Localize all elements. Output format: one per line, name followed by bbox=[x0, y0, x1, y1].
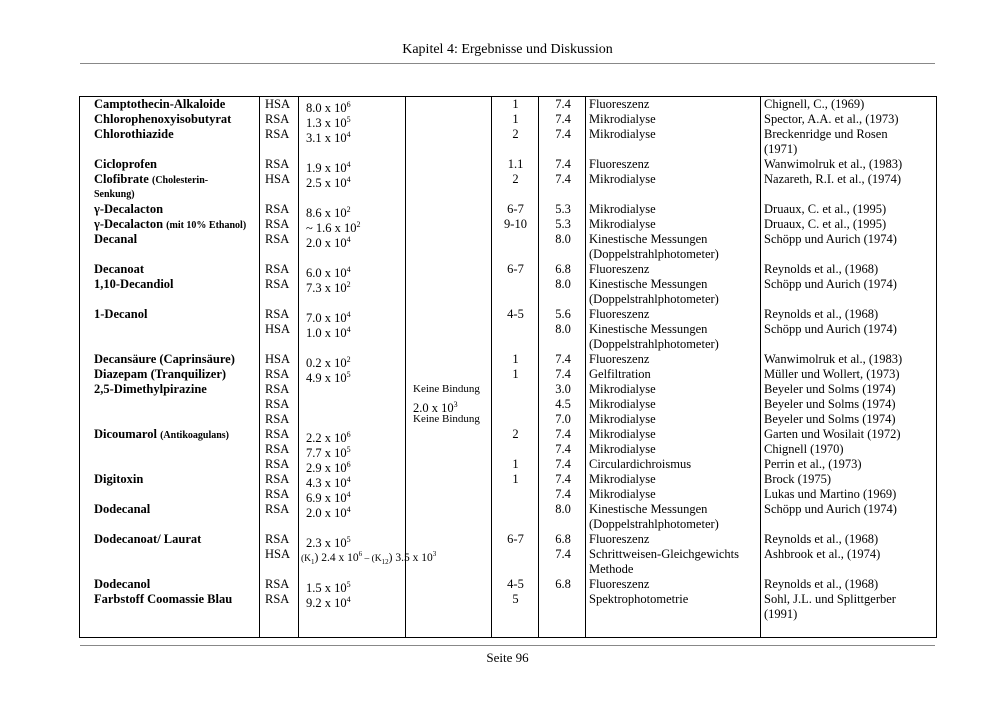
substance-name: Dodecanol bbox=[94, 577, 151, 591]
binding-sites-cell: 4-5 bbox=[507, 307, 524, 321]
ph-cell: 5.3 bbox=[555, 217, 571, 231]
table-row bbox=[80, 352, 936, 371]
method-cell: (Doppelstrahlphotometer) bbox=[589, 337, 719, 351]
method-cell: Mikrodialyse bbox=[589, 397, 656, 411]
binding-constant-cell: 1.9 x $10^4$ bbox=[306, 160, 351, 176]
substance-name: Cicloprofen bbox=[94, 157, 157, 171]
ph-cell: 7.4 bbox=[555, 472, 571, 486]
binding-sites-cell: 5 bbox=[512, 592, 519, 606]
protein-cell: RSA bbox=[265, 277, 290, 291]
table-row bbox=[80, 322, 936, 341]
method-cell: Mikrodialyse bbox=[589, 442, 656, 456]
method-cell: Mikrodialyse bbox=[589, 487, 656, 501]
method-cell: (Doppelstrahlphotometer) bbox=[589, 517, 719, 531]
reference-cell: Wanwimolruk et al., (1983) bbox=[764, 157, 903, 171]
table-row bbox=[80, 427, 936, 446]
ph-cell: 7.4 bbox=[555, 427, 571, 441]
method-cell: Schrittweisen-Gleichgewichts bbox=[589, 547, 739, 561]
reference-cell: Beyeler und Solms (1974) bbox=[764, 382, 896, 396]
binding-constant-cell: 1.3 x $10^5$ bbox=[306, 115, 351, 131]
method-cell: Fluoreszenz bbox=[589, 577, 650, 591]
ph-cell: 6.8 bbox=[555, 262, 571, 276]
method-cell: Fluoreszenz bbox=[589, 97, 650, 111]
binding-sites-cell: 9-10 bbox=[504, 217, 527, 231]
substance-name: Decanoat bbox=[94, 262, 144, 276]
substance-name: Camptothecin-Alkaloide bbox=[94, 97, 226, 111]
binding-constant-cell: 6.0 x $10^4$ bbox=[306, 265, 351, 281]
protein-cell: RSA bbox=[265, 307, 290, 321]
ph-cell: 8.0 bbox=[555, 502, 571, 516]
reference-cell: Garten und Wosilait (1972) bbox=[764, 427, 901, 441]
method-cell: Mikrodialyse bbox=[589, 112, 656, 126]
reference-cell: Schöpp und Aurich (1974) bbox=[764, 502, 897, 516]
protein-cell: RSA bbox=[265, 382, 290, 396]
reference-cell: Breckenridge und Rosen bbox=[764, 127, 888, 141]
ph-cell: 7.4 bbox=[555, 97, 571, 111]
protein-cell: RSA bbox=[265, 577, 290, 591]
binding-constant-cell: 2.9 x $10^6$ bbox=[306, 460, 351, 476]
protein-cell: HSA bbox=[265, 97, 291, 111]
reference-cell: Reynolds et al., (1968) bbox=[764, 262, 879, 276]
method-cell: Mikrodialyse bbox=[589, 382, 656, 396]
reference-cell: Druaux, C. et al., (1995) bbox=[764, 202, 887, 216]
ph-cell: 7.4 bbox=[555, 157, 571, 171]
substance-name: Chlorophenoxyisobutyrat bbox=[94, 112, 232, 126]
protein-cell: RSA bbox=[265, 412, 290, 426]
substance-note: Senkung) bbox=[94, 189, 135, 200]
substance-name: 2,5-Dimethylpirazine bbox=[94, 382, 207, 396]
substance-name: Clofibrate (Cholesterin- bbox=[94, 172, 209, 186]
reference-cell: Sohl, J.L. und Splittgerber bbox=[764, 592, 896, 606]
method-cell: Circulardichroismus bbox=[589, 457, 692, 471]
table-row bbox=[80, 202, 936, 221]
substance-name: 1-Decanol bbox=[94, 307, 148, 321]
table-row bbox=[80, 112, 936, 131]
binding-constant-cell: 2.2 x $10^6$ bbox=[306, 430, 351, 446]
table-row bbox=[80, 502, 936, 521]
table-row bbox=[80, 442, 936, 461]
reference-cell: Chignell, C., (1969) bbox=[764, 97, 865, 111]
second-constant-cell: Keine Bindung bbox=[413, 383, 480, 395]
binding-constant-cell: 2.3 x $10^5$ bbox=[306, 535, 351, 551]
method-cell: Mikrodialyse bbox=[589, 472, 656, 486]
reference-cell: Wanwimolruk et al., (1983) bbox=[764, 352, 903, 366]
binding-constant-cell: 1.5 x $10^5$ bbox=[306, 580, 351, 596]
reference-cell: Schöpp und Aurich (1974) bbox=[764, 232, 897, 246]
method-cell: Mikrodialyse bbox=[589, 127, 656, 141]
binding-constant-cell: 7.3 x $10^2$ bbox=[306, 280, 351, 296]
binding-sites-cell: 1 bbox=[512, 457, 519, 471]
ph-cell: 7.4 bbox=[555, 127, 571, 141]
method-cell: Kinestische Messungen bbox=[589, 277, 708, 291]
binding-constant-cell: 0.2 x $10^2$ bbox=[306, 355, 351, 371]
binding-sites-cell: 4-5 bbox=[507, 577, 524, 591]
table-row bbox=[80, 397, 936, 416]
table-row bbox=[80, 292, 936, 307]
binding-sites-cell: 1 bbox=[512, 352, 519, 366]
substance-name: Farbstoff Coomassie Blau bbox=[94, 592, 233, 606]
table-row bbox=[80, 262, 936, 281]
method-cell: Mikrodialyse bbox=[589, 202, 656, 216]
reference-cell: Druaux, C. et al., (1995) bbox=[764, 217, 887, 231]
ph-cell: 7.4 bbox=[555, 487, 571, 501]
protein-cell: RSA bbox=[265, 157, 290, 171]
protein-cell: HSA bbox=[265, 352, 291, 366]
method-cell: Mikrodialyse bbox=[589, 412, 656, 426]
ph-cell: 7.4 bbox=[555, 352, 571, 366]
method-cell: (Doppelstrahlphotometer) bbox=[589, 247, 719, 261]
method-cell: Methode bbox=[589, 562, 634, 576]
table-row bbox=[80, 487, 936, 506]
reference-cell: Müller und Wollert, (1973) bbox=[764, 367, 900, 381]
method-cell: Mikrodialyse bbox=[589, 427, 656, 441]
table-row bbox=[80, 472, 936, 491]
protein-cell: RSA bbox=[265, 487, 290, 501]
table-row bbox=[80, 97, 936, 116]
table-row bbox=[80, 367, 936, 386]
protein-cell: RSA bbox=[265, 442, 290, 456]
binding-sites-cell: 2 bbox=[512, 127, 519, 141]
binding-sites-cell: 6-7 bbox=[507, 262, 524, 276]
method-cell: Mikrodialyse bbox=[589, 217, 656, 231]
protein-cell: HSA bbox=[265, 547, 291, 561]
protein-cell: RSA bbox=[265, 592, 290, 606]
protein-cell: RSA bbox=[265, 367, 290, 381]
protein-cell: HSA bbox=[265, 172, 291, 186]
table-row bbox=[80, 532, 936, 551]
method-cell: (Doppelstrahlphotometer) bbox=[589, 292, 719, 306]
binding-sites-cell: 1.1 bbox=[507, 157, 524, 171]
reference-cell: Brock (1975) bbox=[764, 472, 831, 486]
method-cell: Fluoreszenz bbox=[589, 532, 650, 546]
reference-cell: (1971) bbox=[764, 142, 798, 156]
protein-cell: RSA bbox=[265, 232, 290, 246]
ph-cell: 7.4 bbox=[555, 457, 571, 471]
reference-cell: Ashbrook et al., (1974) bbox=[764, 547, 881, 561]
table-row bbox=[80, 277, 936, 296]
binding-constant-cell: 2.0 x $10^4$ bbox=[306, 235, 351, 251]
table-row bbox=[80, 142, 936, 157]
reference-cell: Beyeler und Solms (1974) bbox=[764, 397, 896, 411]
substance-name: Dodecanal bbox=[94, 502, 151, 516]
binding-sites-cell: 1 bbox=[512, 367, 519, 381]
reference-cell: Schöpp und Aurich (1974) bbox=[764, 322, 897, 336]
protein-cell: HSA bbox=[265, 322, 291, 336]
table-row bbox=[80, 412, 936, 427]
method-cell: Mikrodialyse bbox=[589, 172, 656, 186]
substance-name: γ-Decalacton bbox=[94, 202, 164, 216]
reference-cell: Spector, A.A. et al., (1973) bbox=[764, 112, 899, 126]
substance-name: 1,10-Decandiol bbox=[94, 277, 174, 291]
protein-cell: RSA bbox=[265, 502, 290, 516]
binding-constant-cell: 7.7 x $10^5$ bbox=[306, 445, 351, 461]
method-cell: Fluoreszenz bbox=[589, 157, 650, 171]
ph-cell: 7.4 bbox=[555, 172, 571, 186]
binding-constant-cell: 2.0 x $10^4$ bbox=[306, 505, 351, 521]
reference-cell: Perrin et al., (1973) bbox=[764, 457, 862, 471]
binding-sites-cell: 6-7 bbox=[507, 532, 524, 546]
protein-cell: RSA bbox=[265, 127, 290, 141]
ph-cell: 5.6 bbox=[555, 307, 571, 321]
reference-cell: Chignell (1970) bbox=[764, 442, 844, 456]
method-cell: Spektrophotometrie bbox=[589, 592, 689, 606]
substance-name: Decanal bbox=[94, 232, 138, 246]
ph-cell: 8.0 bbox=[555, 232, 571, 246]
binding-constant-cell: 7.0 x $10^4$ bbox=[306, 310, 351, 326]
protein-cell: RSA bbox=[265, 457, 290, 471]
binding-constant-cell: 6.9 x $10^4$ bbox=[306, 490, 351, 506]
substance-name: Dodecanoat/ Laurat bbox=[94, 532, 202, 546]
substance-name: γ-Decalacton (mit 10% Ethanol) bbox=[94, 217, 247, 231]
ph-cell: 3.0 bbox=[555, 382, 571, 396]
protein-cell: RSA bbox=[265, 427, 290, 441]
binding-sites-cell: 1 bbox=[512, 112, 519, 126]
protein-cell: RSA bbox=[265, 262, 290, 276]
binding-constant-cell: 8.6 x $10^2$ bbox=[306, 205, 351, 221]
binding-constant-cell: 1.0 x $10^4$ bbox=[306, 325, 351, 341]
binding-constant-cell: ~ 1.6 x $10^2$ bbox=[306, 220, 361, 236]
ph-cell: 4.5 bbox=[555, 397, 571, 411]
substance-name: Decansäure (Caprinsäure) bbox=[94, 352, 235, 366]
ph-cell: 7.4 bbox=[555, 112, 571, 126]
header-rule bbox=[80, 63, 935, 64]
protein-cell: RSA bbox=[265, 202, 290, 216]
substance-name: Dicoumarol (Antikoagulans) bbox=[94, 427, 229, 441]
substance-name: Diazepam (Tranquilizer) bbox=[94, 367, 227, 381]
table-row bbox=[80, 217, 936, 236]
table-row bbox=[80, 592, 936, 611]
protein-cell: RSA bbox=[265, 217, 290, 231]
table-row bbox=[80, 172, 936, 191]
page-number: Seite 96 bbox=[486, 650, 529, 665]
table-row bbox=[80, 382, 936, 397]
table-row bbox=[80, 607, 936, 622]
method-cell: Kinestische Messungen bbox=[589, 502, 708, 516]
reference-cell: Schöpp und Aurich (1974) bbox=[764, 277, 897, 291]
table-row bbox=[80, 307, 936, 326]
binding-sites-cell: 2 bbox=[512, 172, 519, 186]
table-row bbox=[80, 562, 936, 577]
table-row bbox=[80, 547, 936, 567]
method-cell: Fluoreszenz bbox=[589, 262, 650, 276]
binding-sites-cell: 1 bbox=[512, 472, 519, 486]
second-constant-cell: Keine Bindung bbox=[413, 413, 480, 425]
table-row bbox=[80, 232, 936, 251]
reference-cell: Reynolds et al., (1968) bbox=[764, 577, 879, 591]
ph-cell: 7.4 bbox=[555, 442, 571, 456]
reference-cell: Beyeler und Solms (1974) bbox=[764, 412, 896, 426]
table-row bbox=[80, 457, 936, 476]
ph-cell: 8.0 bbox=[555, 277, 571, 291]
page-header: Kapitel 4: Ergebnisse und Diskussion bbox=[402, 42, 613, 57]
table-row bbox=[80, 187, 936, 202]
method-cell: Fluoreszenz bbox=[589, 307, 650, 321]
binding-constant-cell: $(K_1)$ 2.4 x $10^6 - (K_{12})$ 3.5 x $10^3$ bbox=[301, 550, 437, 567]
binding-constant-cell: 2.5 x $10^4$ bbox=[306, 175, 351, 191]
reference-cell: Reynolds et al., (1968) bbox=[764, 532, 879, 546]
table-row bbox=[80, 577, 936, 596]
binding-sites-cell: 1 bbox=[512, 97, 519, 111]
table-row bbox=[80, 127, 936, 146]
protein-cell: RSA bbox=[265, 472, 290, 486]
reference-cell: Reynolds et al., (1968) bbox=[764, 307, 879, 321]
method-cell: Kinestische Messungen bbox=[589, 232, 708, 246]
protein-cell: RSA bbox=[265, 397, 290, 411]
footer-rule bbox=[80, 645, 935, 646]
method-cell: Fluoreszenz bbox=[589, 352, 650, 366]
method-cell: Gelfiltration bbox=[589, 367, 651, 381]
ph-cell: 6.8 bbox=[555, 577, 571, 591]
protein-cell: RSA bbox=[265, 532, 290, 546]
binding-sites-cell: 2 bbox=[512, 427, 519, 441]
binding-constant-cell: 8.0 x $10^6$ bbox=[306, 100, 351, 116]
ph-cell: 7.0 bbox=[555, 412, 571, 426]
table-row bbox=[80, 337, 936, 352]
second-constant-cell: 2.0 x $10^3$ bbox=[413, 400, 458, 416]
table-row bbox=[80, 247, 936, 262]
binding-constant-cell: 4.9 x $10^5$ bbox=[306, 370, 351, 386]
reference-cell: (1991) bbox=[764, 607, 798, 621]
reference-cell: Lukas und Martino (1969) bbox=[764, 487, 897, 501]
binding-constant-cell: 9.2 x $10^4$ bbox=[306, 595, 351, 611]
ph-cell: 5.3 bbox=[555, 202, 571, 216]
method-cell: Kinestische Messungen bbox=[589, 322, 708, 336]
protein-cell: RSA bbox=[265, 112, 290, 126]
reference-cell: Nazareth, R.I. et al., (1974) bbox=[764, 172, 902, 186]
binding-constant-cell: 4.3 x $10^4$ bbox=[306, 475, 351, 491]
ph-cell: 8.0 bbox=[555, 322, 571, 336]
table-row bbox=[80, 157, 936, 176]
ph-cell: 6.8 bbox=[555, 532, 571, 546]
table-row bbox=[80, 517, 936, 532]
binding-sites-cell: 6-7 bbox=[507, 202, 524, 216]
ph-cell: 7.4 bbox=[555, 367, 571, 381]
ph-cell: 7.4 bbox=[555, 547, 571, 561]
binding-constant-cell: 3.1 x $10^4$ bbox=[306, 130, 351, 146]
substance-name: Digitoxin bbox=[94, 472, 144, 486]
substance-name: Chlorothiazide bbox=[94, 127, 174, 141]
